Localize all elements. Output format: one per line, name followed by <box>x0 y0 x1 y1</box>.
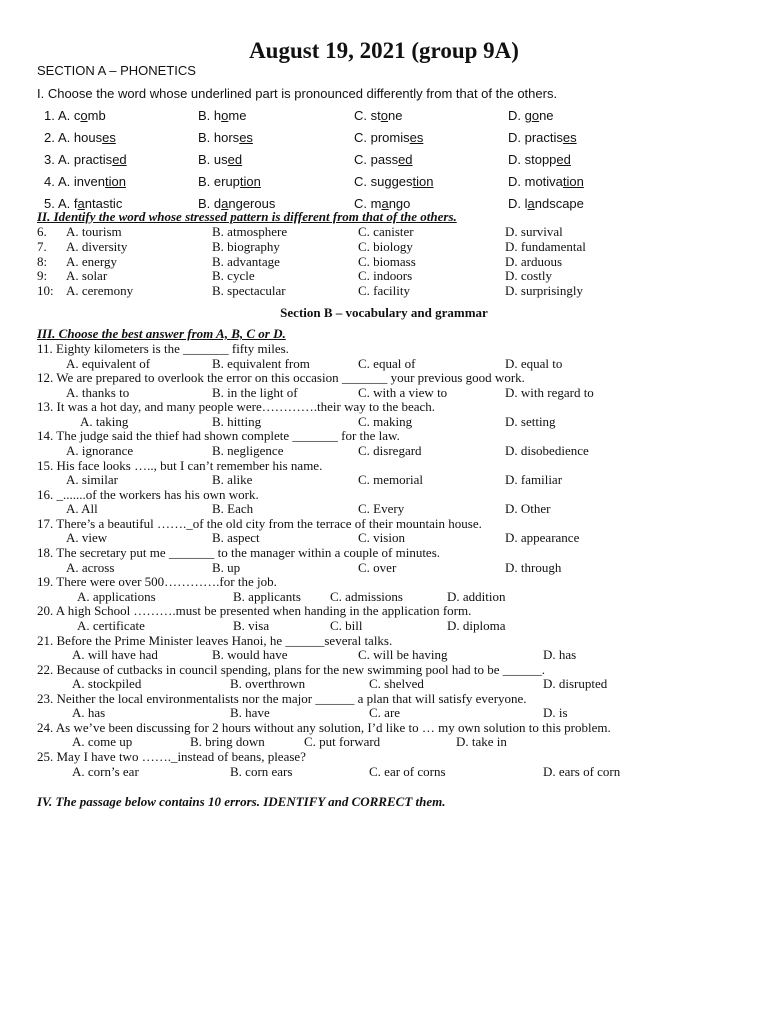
question-text: 24. As we’ve been discussing for 2 hours without any solution, I’d like to … my own solution to this problem. <box>37 719 611 735</box>
answer-option: B. up <box>212 559 241 575</box>
answer-option: C. will be having <box>358 647 448 662</box>
answer-option: D. practises <box>508 130 577 145</box>
question-number: 6. <box>37 224 47 239</box>
answer-option: D. familiar <box>505 472 563 488</box>
answer-option: B. aspect <box>212 530 260 546</box>
answer-option: B. dangerous <box>198 196 276 211</box>
answer-option: C. over <box>358 559 397 575</box>
underlined-part: ed <box>398 152 413 167</box>
answer-option: A. has <box>72 705 106 721</box>
answer-option: C. disregard <box>358 442 422 458</box>
underlined-part: tion <box>104 174 126 189</box>
question-text: 11. Eighty kilometers is the _______ fifty miles. <box>37 341 289 356</box>
answer-option: A. houses <box>58 130 116 145</box>
answer-option: D. fundamental <box>505 238 586 254</box>
answer-option: D. equal to <box>505 355 563 371</box>
part-i-instruction: I. Choose the word whose underlined part is pronounced differently from that of the others. <box>37 86 558 101</box>
answer-option: B. cycle <box>212 268 255 284</box>
question-text: 19. There were over 500………….for the job. <box>37 574 277 590</box>
answer-option: D. ears of corn <box>543 763 621 779</box>
question-number: 7. <box>37 238 47 254</box>
answer-option: C. admissions <box>330 588 403 604</box>
answer-option: A. come up <box>72 734 133 750</box>
answer-option: A. diversity <box>66 238 128 254</box>
answer-option: D. is <box>543 705 568 721</box>
answer-option: B. alike <box>212 472 253 488</box>
answer-option: C. shelved <box>369 676 424 692</box>
answer-option: A. energy <box>66 253 118 269</box>
answer-option: B. eruption <box>198 174 261 189</box>
underlined-part: tion <box>239 174 261 189</box>
part-iii-instruction: III. Choose the best answer from A, B, C or D. <box>37 326 286 341</box>
answer-option: B. corn ears <box>230 763 293 779</box>
answer-option: B. equivalent from <box>212 355 310 371</box>
question-text: 16. _.......of the workers has his own work. <box>37 486 259 502</box>
answer-option: C. put forward <box>304 734 381 750</box>
answer-option: D. Other <box>505 501 551 517</box>
answer-option: A. applications <box>77 588 156 604</box>
answer-option: A. fantastic <box>58 196 123 211</box>
answer-option: A. corn’s ear <box>72 763 139 779</box>
question-text: 22. Because of cutbacks in council spending, plans for the new swimming pool had to be ______. <box>37 661 545 677</box>
underlined-part: ed <box>227 152 243 167</box>
answer-option: A. across <box>66 559 115 575</box>
question-text: 12. We are prepared to overlook the error on this occasion _______ your previous good work. <box>37 370 525 386</box>
question-number: 2. <box>44 130 55 145</box>
answer-option: B. visa <box>233 617 270 633</box>
question-number: 10: <box>37 283 54 299</box>
question-text: 13. It was a hot day, and many people were………….their way to the beach. <box>37 399 436 415</box>
question-text: 14. The judge said the thief had shown complete _______ for the law. <box>37 428 400 444</box>
answer-option: B. advantage <box>212 253 280 269</box>
question-text: 25. May I have two ……._instead of beans, please? <box>37 749 306 765</box>
answer-option: A. equivalent of <box>66 355 151 371</box>
underlined-part: es <box>409 130 424 145</box>
answer-option: D. has <box>543 647 577 662</box>
answer-option: D. survival <box>505 224 563 239</box>
answer-option: D. appearance <box>505 530 580 546</box>
answer-option: D. with regard to <box>505 384 594 400</box>
underlined-part: a <box>77 196 85 211</box>
answer-option: D. costly <box>505 268 552 284</box>
question-number: 5. <box>44 196 55 211</box>
question-text: 18. The secretary put me _______ to the manager within a couple of minutes. <box>37 545 441 561</box>
underlined-part: a <box>221 196 229 211</box>
answer-option: A. stockpiled <box>72 676 142 692</box>
answer-option: A. certificate <box>77 617 145 633</box>
answer-option: D. diploma <box>447 617 506 633</box>
underlined-part: es <box>239 130 253 145</box>
underlined-part: ed <box>112 152 127 167</box>
answer-option: B. spectacular <box>212 283 286 299</box>
answer-option: C. canister <box>358 224 414 239</box>
underlined-part: a <box>527 196 535 211</box>
answer-option: D. disrupted <box>543 676 608 692</box>
answer-option: D. through <box>505 559 562 575</box>
answer-option: B. atmosphere <box>212 224 288 239</box>
answer-option: D. arduous <box>505 253 563 269</box>
answer-option: B. applicants <box>233 588 301 604</box>
answer-option: B. home <box>198 108 247 123</box>
underlined-part: o <box>531 108 540 123</box>
answer-option: B. would have <box>212 647 288 662</box>
underlined-part: es <box>562 130 577 145</box>
answer-option: C. suggestion <box>354 174 434 189</box>
answer-option: B. bring down <box>190 734 265 750</box>
section-b-heading: Section B – vocabulary and grammar <box>280 305 488 320</box>
part-iv-instruction: IV. The passage below contains 10 errors. IDENTIFY and CORRECT them. <box>37 794 446 809</box>
answer-option: C. mango <box>354 196 411 211</box>
answer-option: C. biology <box>358 238 413 254</box>
answer-option: B. in the light of <box>212 384 298 400</box>
answer-option: C. facility <box>358 283 410 299</box>
answer-option: D. disobedience <box>505 442 589 458</box>
answer-option: D. setting <box>505 413 556 429</box>
part-ii-instruction: II. Identify the word whose stressed pattern is different from that of the others. <box>37 209 457 224</box>
question-text: 21. Before the Prime Minister leaves Hanoi, he ______several talks. <box>37 632 393 648</box>
answer-option: B. hitting <box>212 413 262 429</box>
answer-option: A. tourism <box>66 224 122 239</box>
answer-option: C. bill <box>330 617 363 633</box>
answer-option: D. motivation <box>508 174 584 189</box>
underlined-part: a <box>381 196 389 211</box>
answer-option: A. taking <box>80 413 129 429</box>
answer-option: D. addition <box>447 588 506 604</box>
page-title: August 19, 2021 (group 9A) <box>249 38 519 63</box>
answer-option: C. biomass <box>358 253 416 269</box>
answer-option: B. Each <box>212 501 254 517</box>
answer-option: D. stopped <box>508 152 571 167</box>
underlined-part: tion <box>412 174 434 189</box>
answer-option: A. ceremony <box>66 283 134 299</box>
answer-option: A. similar <box>66 472 118 488</box>
answer-option: C. stone <box>354 108 403 123</box>
answer-option: A. will have had <box>72 647 158 662</box>
underlined-part: ed <box>556 152 571 167</box>
underlined-part: es <box>102 130 116 145</box>
answer-option: A. solar <box>66 268 108 284</box>
question-number: 1. <box>44 108 55 123</box>
answer-option: A. comb <box>58 108 106 123</box>
answer-option: C. promises <box>354 130 424 145</box>
section-a-heading: SECTION A – PHONETICS <box>37 63 196 78</box>
question-number: 4. <box>44 174 55 189</box>
answer-option: D. take in <box>456 734 507 750</box>
answer-option: D. landscape <box>508 196 584 211</box>
answer-option: C. equal of <box>358 355 416 371</box>
answer-option: A. invention <box>58 174 126 189</box>
answer-option: C. memorial <box>358 472 423 488</box>
answer-option: B. horses <box>198 130 253 145</box>
answer-option: B. overthrown <box>230 676 306 692</box>
answer-option: A. All <box>66 501 98 517</box>
underlined-part: tion <box>562 174 584 189</box>
answer-option: A. practised <box>58 152 127 167</box>
answer-option: B. have <box>230 705 270 721</box>
underlined-part: o <box>380 108 388 123</box>
underlined-part: o <box>80 108 88 123</box>
answer-option: C. with a view to <box>358 384 448 400</box>
answer-option: C. ear of corns <box>369 763 446 779</box>
underlined-part: o <box>221 108 229 123</box>
answer-option: B. biography <box>212 238 280 254</box>
answer-option: A. view <box>66 530 108 546</box>
question-text: 15. His face looks ….., but I can’t remember his name. <box>37 457 323 473</box>
answer-option: D. gone <box>508 108 554 123</box>
answer-option: C. vision <box>358 530 405 546</box>
question-text: 17. There’s a beautiful ……._of the old city from the terrace of their mountain house. <box>37 515 482 531</box>
answer-option: C. indoors <box>358 268 413 284</box>
answer-option: C. passed <box>354 152 413 167</box>
answer-option: D. surprisingly <box>505 283 583 299</box>
question-number: 8: <box>37 253 48 269</box>
answer-option: C. making <box>358 413 413 429</box>
question-number: 3. <box>44 152 55 167</box>
question-text: 20. A high School ……….must be presented when handing in the application form. <box>37 603 472 619</box>
answer-option: B. negligence <box>212 442 284 458</box>
question-text: 23. Neither the local environmentalists nor the major ______ a plan that will satisfy everyone. <box>37 690 527 706</box>
answer-option: C. Every <box>358 501 405 517</box>
answer-option: A. thanks to <box>66 384 130 400</box>
question-number: 9: <box>37 268 48 284</box>
answer-option: C. are <box>369 705 401 721</box>
answer-option: B. used <box>198 152 243 167</box>
answer-option: A. ignorance <box>66 442 134 458</box>
